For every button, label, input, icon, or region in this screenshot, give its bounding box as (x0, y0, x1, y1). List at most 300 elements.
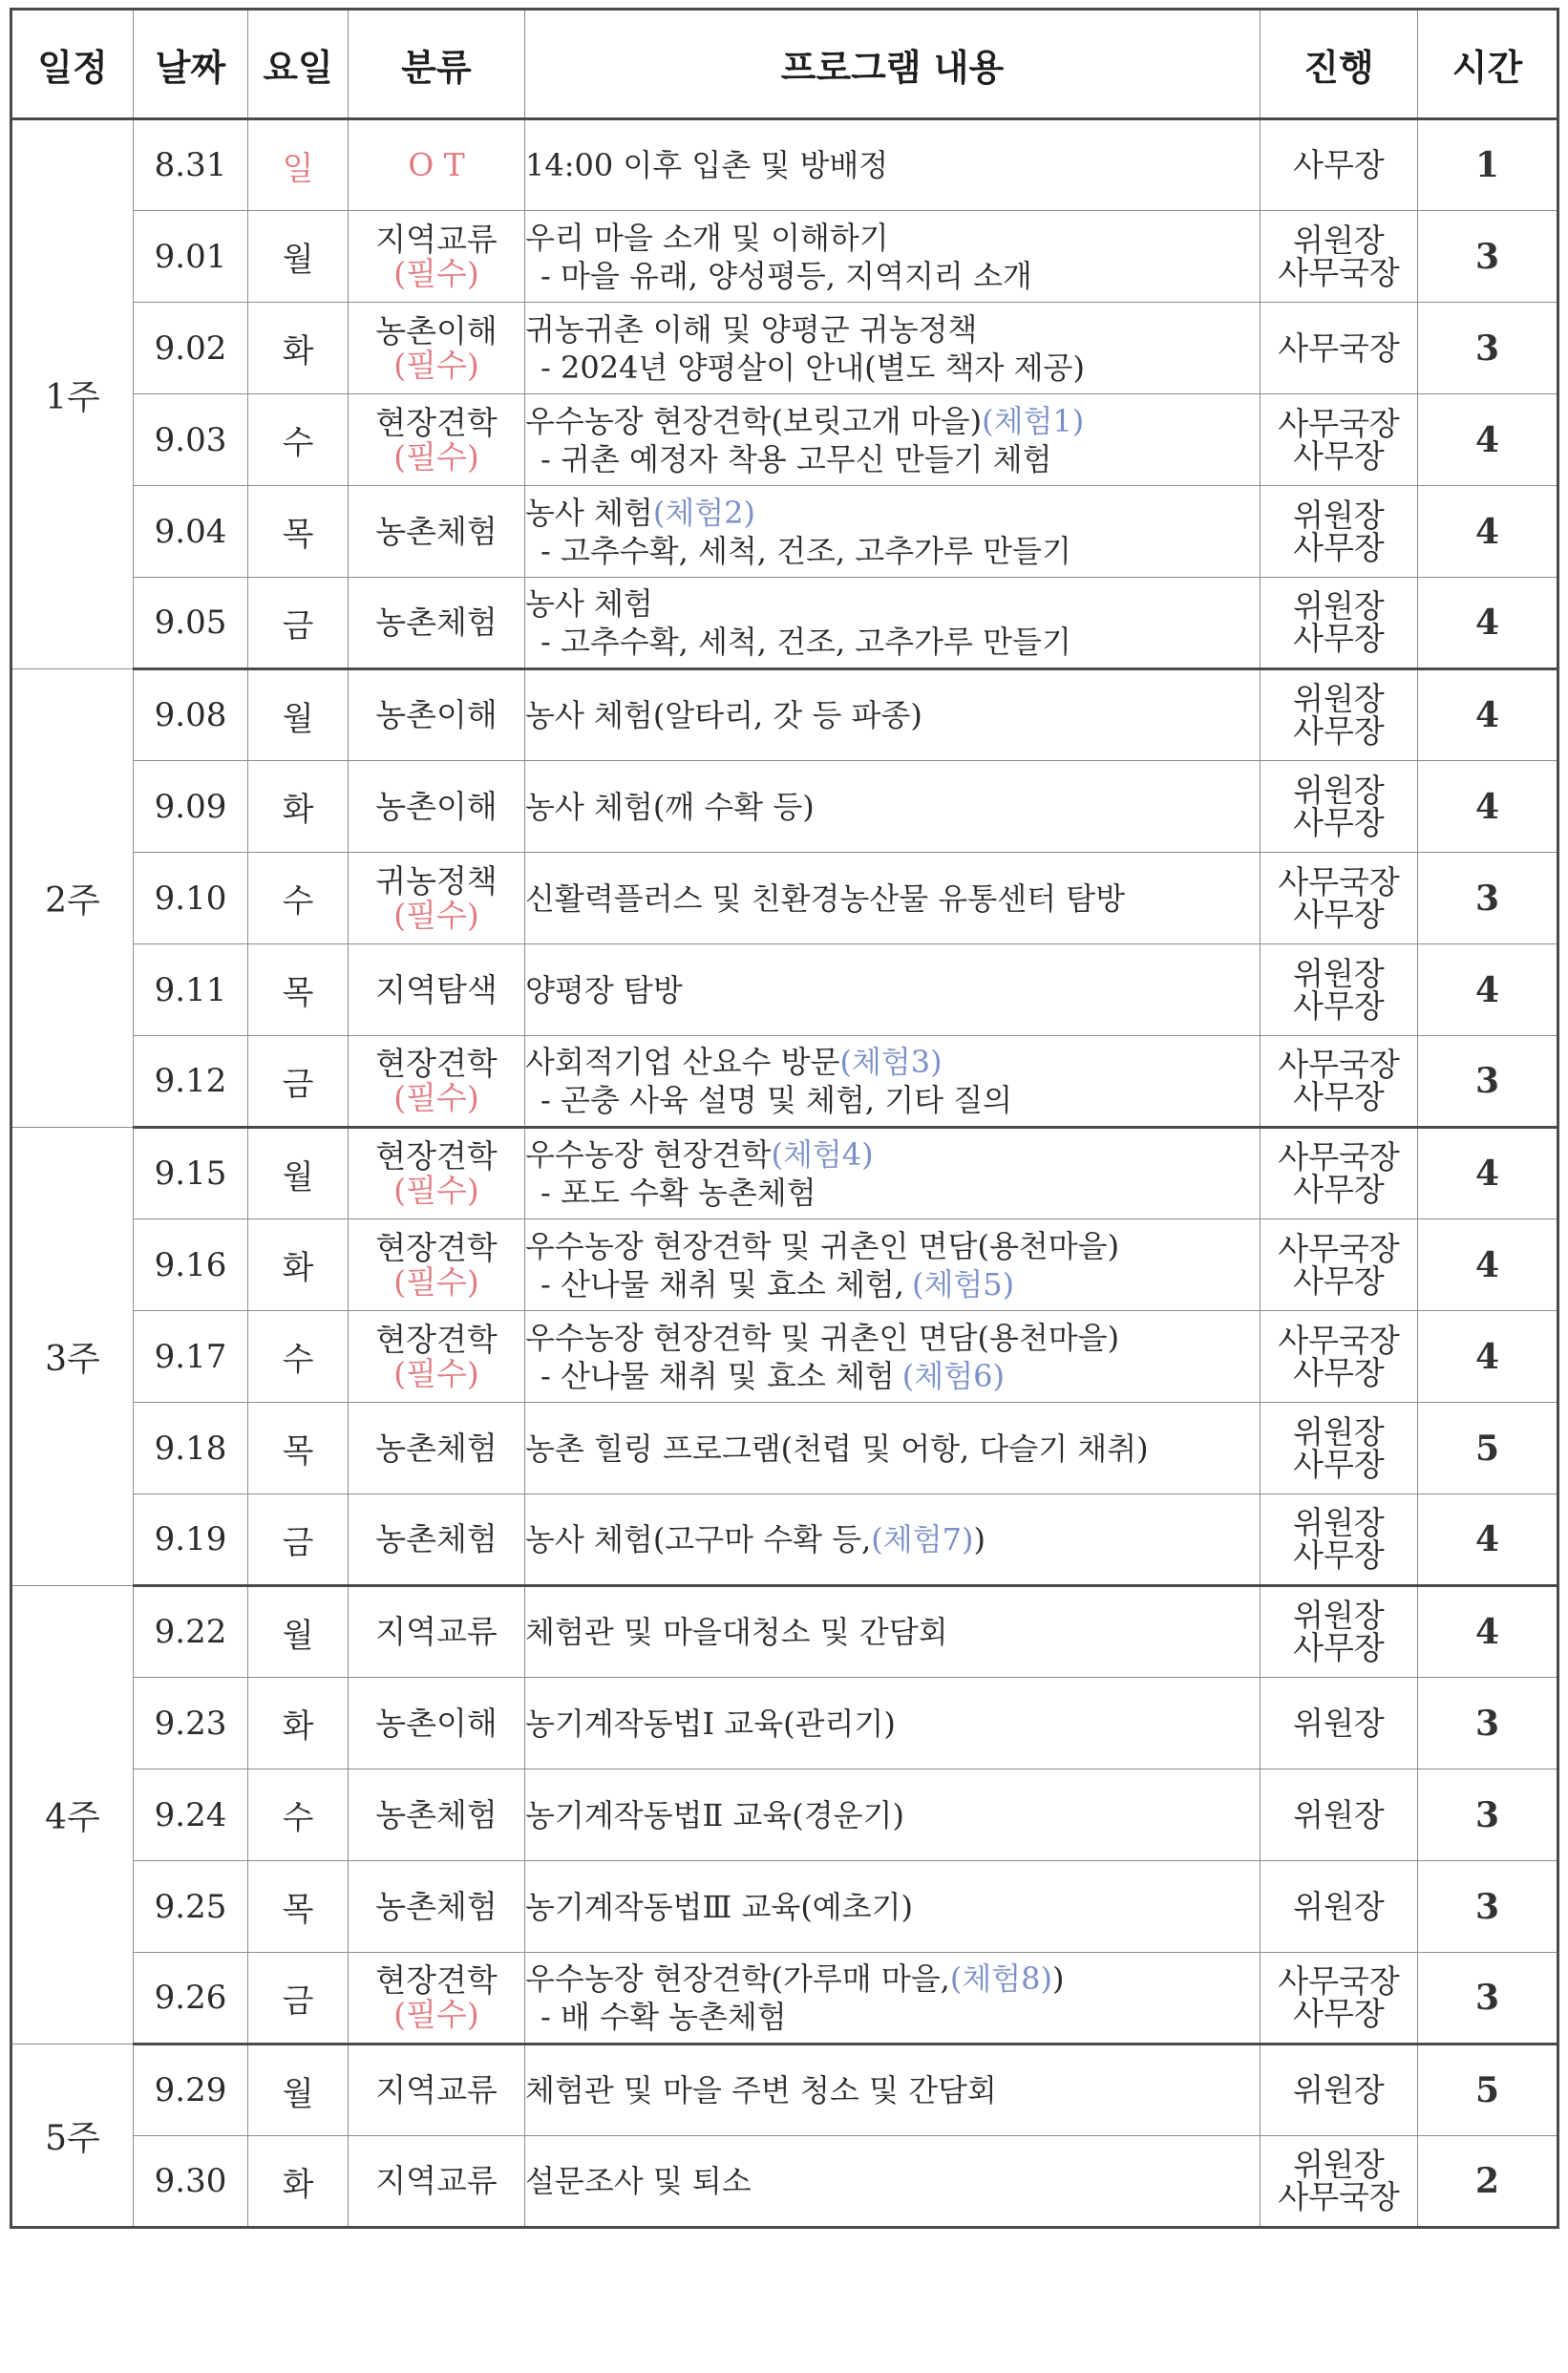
lead-name: 사무장 (1293, 528, 1385, 566)
lead-cell (1261, 853, 1418, 944)
lead-cell (1261, 1128, 1418, 1219)
table-row (11, 1128, 1558, 1219)
weekday-cell: 월 (248, 2045, 349, 2136)
program-text: 농사 체험 (525, 494, 653, 531)
category-label: 농촌체험 (375, 512, 498, 550)
hours-cell: 2 (1418, 2136, 1558, 2228)
date-cell: 9.11 (134, 944, 248, 1036)
lead-cell (1261, 1219, 1418, 1311)
category-cell (349, 2136, 525, 2228)
program-line (525, 2162, 1260, 2200)
program-subtext: - 곤충 사육 설명 및 체험, 기타 질의 (540, 1082, 1013, 1118)
lead-cell (1261, 2045, 1418, 2136)
program-text: 우리 마을 소개 및 이해하기 (525, 219, 889, 256)
program-line (525, 788, 1260, 826)
lead-name: 사무장 (1293, 1261, 1385, 1300)
table-row (11, 119, 1558, 211)
program-cell (525, 2045, 1261, 2136)
table-row (11, 1769, 1558, 1861)
program-line (525, 879, 1260, 918)
table-row (11, 1861, 1558, 1953)
required-badge: (필수) (393, 254, 479, 292)
table-row (11, 211, 1558, 303)
date-cell: 9.24 (134, 1769, 248, 1861)
program-cell (525, 1678, 1261, 1769)
lead-name: 사무장 (1293, 620, 1385, 657)
category-label: 지역교류 (375, 220, 498, 258)
hours-cell: 4 (1418, 1219, 1558, 1311)
category-cell (349, 1953, 525, 2045)
weekday-cell: 수 (248, 1311, 349, 1403)
program-line (525, 584, 1260, 623)
experience-tag: (체험1) (982, 402, 1085, 439)
week-label: 5주 (11, 2045, 134, 2228)
lead-name: 사무장 (1293, 712, 1385, 750)
weekday-cell: 금 (248, 1494, 349, 1586)
header-date: 날짜 (134, 10, 248, 119)
category-label: 귀농정책 (375, 861, 498, 900)
program-cell (525, 578, 1261, 669)
program-text: 농기계작동법Ⅲ 교육(예초기) (525, 1888, 914, 1925)
category-cell (349, 211, 525, 303)
category-cell (349, 1128, 525, 1219)
weekday-cell: 목 (248, 1861, 349, 1953)
category-cell (349, 1036, 525, 1128)
program-subtext: - 고추수확, 세척, 건조, 고추가루 만들기 (540, 532, 1071, 569)
category-label: 지역교류 (375, 2162, 498, 2199)
category-cell (349, 119, 525, 211)
program-line (525, 1613, 1260, 1651)
hours-cell: 4 (1418, 944, 1558, 1036)
program-line (525, 310, 1260, 349)
week-label: 2주 (11, 669, 134, 1128)
lead-name: 사무장 (1293, 1353, 1385, 1391)
weekday-cell: 화 (248, 2136, 349, 2228)
table-row (11, 1036, 1558, 1128)
lead-cell (1261, 1311, 1418, 1403)
weekday-cell: 목 (248, 486, 349, 578)
required-badge: (필수) (393, 346, 479, 384)
weekday-cell: 월 (248, 1128, 349, 1219)
date-cell: 9.08 (134, 669, 248, 761)
lead-cell (1261, 2136, 1418, 2228)
category-label: 지역교류 (375, 2071, 498, 2108)
program-subline (525, 1174, 1260, 1212)
date-cell: 9.26 (134, 1953, 248, 2045)
program-subline (525, 623, 1260, 661)
lead-cell (1261, 944, 1418, 1036)
table-row (11, 2045, 1558, 2136)
program-line (525, 1888, 1260, 1926)
lead-name: 사무국장 (1278, 404, 1400, 442)
lead-name: 사무국장 (1278, 2178, 1400, 2215)
program-text: 우수농장 현장견학 및 귀촌인 면담(용천마을) (525, 1319, 1120, 1356)
hours-cell: 4 (1418, 578, 1558, 669)
program-cell (525, 486, 1261, 578)
program-line (525, 1520, 1260, 1558)
program-line (525, 146, 1260, 184)
required-badge: (필수) (393, 1172, 479, 1209)
table-row (11, 486, 1558, 578)
program-cell (525, 2136, 1261, 2228)
weekday-cell: 화 (248, 761, 349, 853)
lead-name: 위원장 (1293, 2146, 1385, 2183)
program-subtext: - 산나물 채취 및 효소 체험 (540, 1357, 895, 1394)
lead-name: 사무국장 (1278, 1321, 1400, 1359)
date-cell: 9.29 (134, 2045, 248, 2136)
lead-cell (1261, 1036, 1418, 1128)
header-category: 분류 (349, 10, 525, 119)
hours-cell: 4 (1418, 486, 1558, 578)
lead-cell (1261, 486, 1418, 578)
category-cell (349, 2045, 525, 2136)
header-lead: 진행 (1261, 10, 1418, 119)
hours-cell: 3 (1418, 1769, 1558, 1861)
weekday-cell: 수 (248, 853, 349, 944)
weekday-cell: 월 (248, 669, 349, 761)
lead-name: 사무국장 (1278, 1046, 1400, 1083)
date-cell: 9.05 (134, 578, 248, 669)
program-text: 농촌 힐링 프로그램(천렵 및 어항, 다슬기 채취) (525, 1430, 1149, 1467)
required-badge: (필수) (393, 1996, 479, 2033)
program-subline (525, 257, 1260, 295)
lead-cell (1261, 1769, 1418, 1861)
lead-name: 위원장 (1293, 771, 1385, 809)
date-cell: 9.22 (134, 1586, 248, 1678)
weekday-cell: 월 (248, 211, 349, 303)
table-row (11, 1494, 1558, 1586)
category-label: 지역교류 (375, 1613, 498, 1650)
program-cell (525, 1311, 1261, 1403)
lead-name: 위원장 (1293, 1597, 1385, 1634)
program-subtext: - 배 수확 농촌체험 (540, 1999, 787, 2035)
program-text: 우수농장 현장견학 (525, 1136, 772, 1173)
table-row (11, 1403, 1558, 1494)
weekday-cell: 일 (248, 119, 349, 211)
date-cell: 9.30 (134, 2136, 248, 2228)
program-text: 양평장 탐방 (525, 971, 683, 1008)
program-cell (525, 853, 1261, 944)
lead-cell (1261, 578, 1418, 669)
lead-name: 사무국장 (1278, 1962, 1400, 2000)
program-cell (525, 1769, 1261, 1861)
program-text: 농사 체험(깨 수확 등) (525, 788, 815, 825)
category-label: 현장견학 (375, 403, 498, 441)
lead-cell (1261, 669, 1418, 761)
hours-cell: 3 (1418, 1953, 1558, 2045)
program-subline (525, 532, 1260, 570)
program-text: 체험관 및 마을대청소 및 간담회 (525, 1614, 948, 1650)
week-label: 4주 (11, 1586, 134, 2045)
category-label: 농촌이해 (375, 787, 498, 825)
program-text: 농사 체험(고구마 수확 등, (525, 1521, 872, 1557)
category-label: 농촌체험 (375, 1429, 498, 1467)
lead-name: 사무국장 (1278, 1138, 1400, 1176)
date-cell: 9.12 (134, 1036, 248, 1128)
category-label: 현장견학 (375, 1228, 498, 1266)
table-row (11, 1311, 1558, 1403)
lead-cell (1261, 1861, 1418, 1953)
date-cell: 9.16 (134, 1219, 248, 1311)
required-badge: (필수) (393, 1079, 479, 1116)
date-cell: 9.04 (134, 486, 248, 578)
date-cell: 9.15 (134, 1128, 248, 1219)
program-line (525, 1796, 1260, 1834)
hours-cell: 1 (1418, 119, 1558, 211)
lead-name: 위원장 (1293, 1704, 1385, 1742)
lead-cell (1261, 394, 1418, 486)
hours-cell: 4 (1418, 1586, 1558, 1678)
lead-name: 위원장 (1293, 587, 1385, 625)
program-line (525, 696, 1260, 734)
category-cell (349, 944, 525, 1036)
lead-name: 사무장 (1293, 803, 1385, 841)
date-cell: 9.09 (134, 761, 248, 853)
program-subline (525, 440, 1260, 478)
header-hours: 시간 (1418, 10, 1558, 119)
lead-name: 사무장 (1293, 986, 1385, 1025)
lead-name: 사무장 (1293, 1445, 1385, 1483)
category-label: 농촌이해 (375, 311, 498, 350)
date-cell: 9.19 (134, 1494, 248, 1586)
hours-cell: 4 (1418, 1311, 1558, 1403)
required-badge: (필수) (393, 437, 479, 476)
lead-name: 사무국장 (1278, 328, 1400, 367)
category-cell (349, 669, 525, 761)
hours-cell: 4 (1418, 761, 1558, 853)
program-text: 농사 체험 (525, 585, 653, 622)
category-cell (349, 1494, 525, 1586)
lead-cell (1261, 1403, 1418, 1494)
category-label: 농촌체험 (375, 604, 498, 641)
category-label: 농촌이해 (375, 696, 498, 733)
program-line (525, 1960, 1260, 1998)
category-label: 현장견학 (375, 1137, 498, 1175)
hours-cell: 5 (1418, 1403, 1558, 1494)
weekday-cell: 목 (248, 1403, 349, 1494)
program-cell (525, 1219, 1261, 1311)
program-cell (525, 761, 1261, 853)
category-label: 현장견학 (375, 1320, 498, 1358)
required-badge: (필수) (393, 1354, 479, 1392)
program-subtext: - 고추수확, 세척, 건조, 고추가루 만들기 (540, 624, 1071, 660)
program-cell (525, 1953, 1261, 2045)
lead-name: 사무장 (1293, 1629, 1385, 1666)
program-cell (525, 1128, 1261, 1219)
date-cell: 9.23 (134, 1678, 248, 1769)
date-cell: 9.02 (134, 303, 248, 394)
program-line (525, 1705, 1260, 1743)
lead-name: 사무국장 (1278, 1229, 1400, 1267)
table-row (11, 944, 1558, 1036)
program-subtext: - 귀촌 예정자 착용 고무신 만들기 체험 (540, 440, 1052, 477)
program-cell (525, 1494, 1261, 1586)
lead-name: 사무장 (1293, 1078, 1385, 1115)
program-text: 설문조사 및 퇴소 (525, 2163, 752, 2199)
lead-name: 사무국장 (1278, 253, 1400, 291)
program-line (525, 402, 1260, 440)
weekday-cell: 목 (248, 944, 349, 1036)
date-cell: 9.25 (134, 1861, 248, 1953)
category-cell (349, 761, 525, 853)
experience-tag: (체험8) (949, 1960, 1053, 1997)
hours-cell: 4 (1418, 669, 1558, 761)
program-subline (525, 1998, 1260, 2036)
program-subtext: - 산나물 채취 및 효소 체험, (540, 1265, 904, 1303)
category-label: O T (408, 146, 465, 183)
schedule-body (11, 119, 1558, 2228)
experience-tag: (체험3) (839, 1044, 943, 1080)
date-cell: 9.03 (134, 394, 248, 486)
lead-name: 사무장 (1293, 1995, 1385, 2032)
category-cell (349, 394, 525, 486)
program-line (525, 1319, 1260, 1357)
program-subline (525, 349, 1260, 387)
lead-name: 사무장 (1293, 146, 1385, 183)
lead-name: 위원장 (1293, 1887, 1385, 1925)
program-text-tail: ) (973, 1521, 985, 1557)
program-cell (525, 669, 1261, 761)
program-text: 농기계작동법Ⅰ 교육(관리기) (525, 1705, 896, 1742)
program-subtext: - 포도 수확 농촌체험 (540, 1175, 816, 1211)
category-label: 현장견학 (375, 1045, 498, 1082)
lead-name: 사무장 (1293, 1171, 1385, 1208)
program-subline (525, 1081, 1260, 1119)
lead-name: 사무장 (1293, 895, 1385, 933)
program-subtext: - 마을 유래, 양성평등, 지역지리 소개 (540, 257, 1032, 294)
category-label: 농촌체험 (375, 1795, 498, 1833)
date-cell: 8.31 (134, 119, 248, 211)
required-badge: (필수) (393, 1262, 479, 1301)
lead-cell (1261, 761, 1418, 853)
program-cell (525, 303, 1261, 394)
lead-cell (1261, 1586, 1418, 1678)
table-row (11, 1219, 1558, 1311)
category-label: 현장견학 (375, 1961, 498, 1999)
header-day: 요일 (248, 10, 349, 119)
experience-tag: (체험4) (771, 1136, 874, 1173)
lead-cell (1261, 303, 1418, 394)
lead-name: 위원장 (1293, 1504, 1385, 1541)
program-line (525, 1227, 1260, 1265)
category-cell (349, 1219, 525, 1311)
category-cell (349, 1311, 525, 1403)
program-line (525, 1430, 1260, 1468)
program-cell (525, 119, 1261, 211)
program-text: 우수농장 현장견학 및 귀촌인 면담(용천마을) (525, 1227, 1120, 1264)
lead-name: 위원장 (1293, 954, 1385, 992)
week-label: 3주 (11, 1128, 134, 1586)
table-row (11, 1953, 1558, 2045)
lead-name: 위원장 (1293, 221, 1385, 259)
program-text: 사회적기업 산요수 방문 (525, 1044, 840, 1080)
program-cell (525, 1586, 1261, 1678)
table-row (11, 578, 1558, 669)
date-cell: 9.10 (134, 853, 248, 944)
category-label: 지역탐색 (375, 970, 498, 1008)
weekday-cell: 수 (248, 1769, 349, 1861)
lead-cell (1261, 211, 1418, 303)
lead-name: 사무국장 (1278, 862, 1400, 900)
program-line (525, 1043, 1260, 1081)
required-badge: (필수) (393, 896, 479, 934)
program-text: 우수농장 현장견학(보릿고개 마을) (525, 402, 983, 439)
category-cell (349, 1678, 525, 1769)
experience-tag: (체험5) (911, 1265, 1015, 1303)
program-line (525, 494, 1260, 532)
hours-cell: 4 (1418, 1494, 1558, 1586)
table-row (11, 853, 1558, 944)
program-cell (525, 1861, 1261, 1953)
weekday-cell: 금 (248, 1036, 349, 1128)
table-row (11, 2136, 1558, 2228)
program-text: 우수농장 현장견학(가루매 마을, (525, 1960, 950, 1997)
program-text: 농사 체험(알타리, 갓 등 파종) (525, 697, 922, 733)
lead-cell (1261, 1494, 1418, 1586)
category-cell (349, 1403, 525, 1494)
hours-cell: 3 (1418, 1678, 1558, 1769)
week-label: 1주 (11, 119, 134, 669)
program-text: 귀농귀촌 이해 및 양평군 귀농정책 (525, 310, 978, 348)
lead-name: 위원장 (1293, 1795, 1385, 1833)
program-text: 농기계작동법Ⅱ 교육(경운기) (525, 1796, 904, 1833)
lead-name: 위원장 (1293, 680, 1385, 717)
hours-cell: 4 (1418, 1128, 1558, 1219)
program-line (525, 219, 1260, 257)
lead-name: 위원장 (1293, 2071, 1385, 2108)
category-label: 농촌이해 (375, 1704, 498, 1742)
lead-name: 사무장 (1293, 436, 1385, 475)
experience-tag: (체험2) (652, 494, 755, 531)
experience-tag: (체험6) (901, 1357, 1005, 1394)
header-row (11, 10, 1558, 119)
table-row (11, 669, 1558, 761)
hours-cell: 3 (1418, 303, 1558, 394)
header-program: 프로그램 내용 (525, 10, 1261, 119)
program-line (525, 971, 1260, 1009)
date-cell: 9.01 (134, 211, 248, 303)
lead-cell (1261, 1953, 1418, 2045)
lead-name: 사무장 (1293, 1536, 1385, 1574)
program-text: 14:00 이후 입촌 및 방배정 (525, 147, 889, 183)
hours-cell: 4 (1418, 394, 1558, 486)
table-row (11, 761, 1558, 853)
program-subline (525, 1265, 1260, 1303)
lead-cell (1261, 119, 1418, 211)
schedule-table (10, 8, 1559, 2229)
hours-cell: 5 (1418, 2045, 1558, 2136)
program-text: 신활력플러스 및 친환경농산물 유통센터 탐방 (525, 879, 1126, 917)
program-cell (525, 1036, 1261, 1128)
category-label: 농촌체험 (375, 1887, 498, 1925)
table-row (11, 1586, 1558, 1678)
program-text-tail: ) (1052, 1960, 1065, 1997)
weekday-cell: 화 (248, 1678, 349, 1769)
category-cell (349, 486, 525, 578)
table-row (11, 1678, 1558, 1769)
program-line (525, 2071, 1260, 2109)
program-cell (525, 394, 1261, 486)
category-cell (349, 578, 525, 669)
category-cell (349, 1769, 525, 1861)
category-cell (349, 303, 525, 394)
category-cell (349, 1861, 525, 1953)
table-row (11, 394, 1558, 486)
weekday-cell: 화 (248, 1219, 349, 1311)
program-cell (525, 211, 1261, 303)
weekday-cell: 수 (248, 394, 349, 486)
program-subtext: - 2024년 양평살이 안내(별도 책자 제공) (540, 349, 1085, 386)
